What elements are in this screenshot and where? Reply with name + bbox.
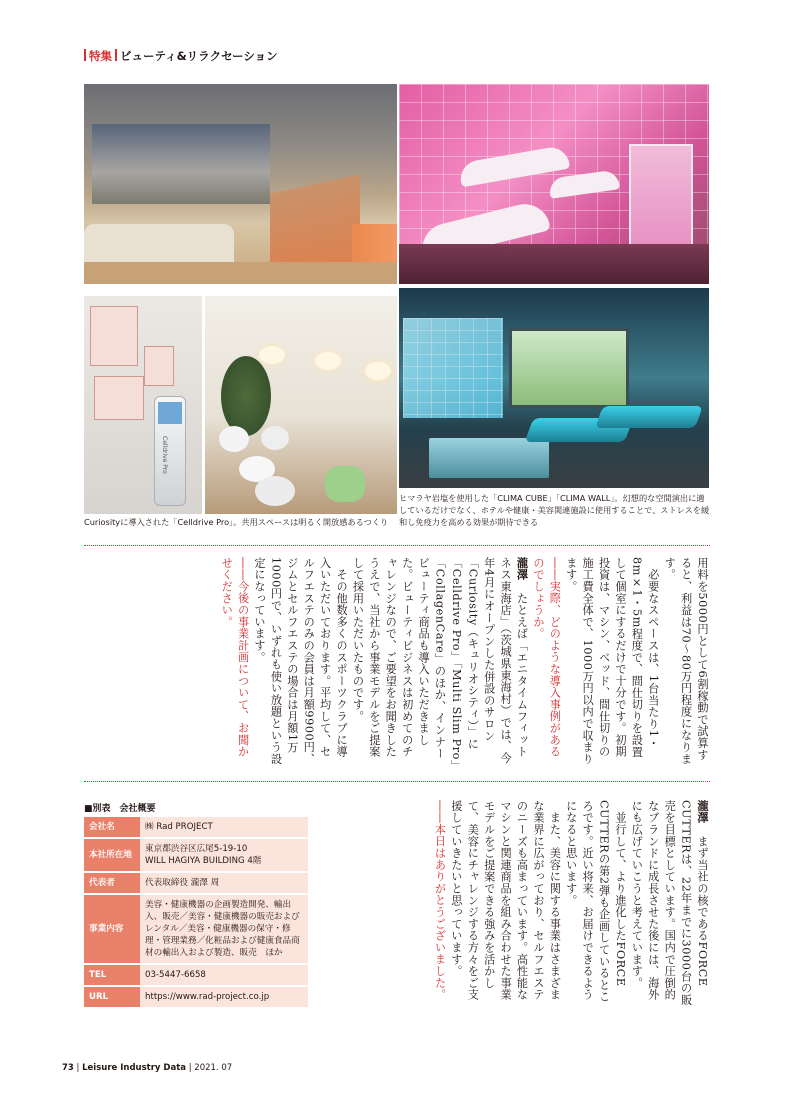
row-label: TEL [84,965,140,985]
section-header [84,48,278,66]
header-bar [84,49,86,61]
speaker-name: 瀧澤 [515,557,529,581]
caption-right: ヒマラヤ岩塩を使用した「CLIMA CUBE」「CLIMA WALL」。幻想的な空間演出に適しているだけでなく、ホテルや健康・美容関連施設に使用することで、ストレスを緩和し免疫力を高める効果が期待できる [399,493,710,527]
row-label: 本社所在地 [84,839,140,871]
table-row [84,817,308,837]
paragraph-text: 必要なスペースは、1台当たり1・8m×1・5m程度で、間仕切りを設置して個室にするだけで十分です。初期投資は、マシン、ベッド、間仕切りの施工費全体で、1000万円以内で収まります。 [564,557,660,765]
row-label: 代表者 [84,873,140,893]
photo-curiosity-common-space [205,296,397,514]
article-paragraph [562,557,660,767]
question-text: ――今後の事業計画について、お聞かせください。 [220,557,250,758]
paragraph-text: 並行して、より進化したFORCE CUTTERの第2弾も企画しているところです。近い将来、お届けできるようになると思います。 [564,800,627,1003]
answer-text: たとえば「エニタイムフィットネス東海店」（茨城県東海村）では、今年4月にオープンした併設のサロン「Curiosity（キュリオシティ）」に「Celldrive Pro」「Multi Slim Pro」「CollagenCare」のほか、インナービューティ商品も導入いただきました。ビューティビジネスは初めてのチャレンジなので、ご要望をお聞きしたうえで、当社から事業モデルをご提案して採用いただいたものです。 [351,557,529,767]
section-title: ビューティ&リラクセーション [120,49,278,63]
article-paragraph [251,557,349,767]
caption-left: Curiosityに導入された「Celldrive Pro」。共用スペースは明るく開放感あるつくり [84,517,389,527]
paragraph-text: また、美容に関する事業はさまざまな業界に広がっており、セルフエステのニーズも高まっています。高性能なマシンと関連商品を組み合わせた事業モデルをご提案できる強みを活かして、美容にチャレンジする方々をご支援していきたいと思っています。 [449,800,562,1001]
divider-top [84,545,710,546]
article-paragraph [661,557,710,767]
photo-clima-wall-spa [399,288,709,488]
article-column-top [220,557,710,767]
row-value[interactable]: https://www.rad-project.co.jp [140,987,308,1007]
header-divider [115,49,117,61]
company-profile-table [84,815,308,1009]
photo-clima-cube-wall [399,84,709,284]
page-number: 73 [62,1063,74,1073]
answer-text: まず当社の核であるFORCE CUTTERは、22年までに3000台の販売を目標としています。国内で圧倒的なブランドに成長させた後には、海外にも広げていこうと考えています。 [630,800,709,1006]
row-label: URL [84,987,140,1007]
paragraph-text: 用料を5000円として6割稼動で試算すると、利益は70〜80万円程度になります。 [663,557,709,765]
article-paragraph [562,800,628,1010]
table-row [84,965,308,985]
table-row [84,873,308,893]
row-value: 東京都渋谷区広尾5-19-10 WILL HAGIYA BUILDING 4階 [140,839,308,871]
photo-celldrive-device [84,296,202,514]
row-value: 美容・健康機器の企画製造開発、輸出入、販売／美容・健康機器の販売およびレンタル／美容・健康機器の保守・修理・管理業務／化粧品および健康食品商材の輸出入および製造、販売 ほか [140,895,308,963]
table-row [84,839,308,871]
section-tag: 特集 [89,49,112,63]
issue-date: 2021. 07 [194,1063,233,1073]
interview-question [431,800,447,1010]
paragraph-text: その他数多くのスポーツクラブに導入いただいております。平均して、セルフエステのみの会員は月額9900円、ジムとセルフエステの場合は月額1万1000円で、いずれも使い放題という設定になっています。 [253,557,349,765]
interview-question [218,557,251,767]
row-label: 事業内容 [84,895,140,963]
row-value: 代表取締役 瀧澤 周 [140,873,308,893]
divider-middle [84,781,710,782]
row-value: ㈱ Rad PROJECT [140,817,308,837]
question-text: ――実際、どのような導入事例があるのでしょうか。 [531,557,562,758]
speaker-name: 瀧澤 [696,800,709,824]
article-paragraph [448,800,563,1010]
photo-salt-wall-lounge [84,84,397,284]
interview-question [530,557,563,767]
article-column-bottom [362,800,710,1010]
question-text: ――本日はありがとうございました。 [433,800,447,1001]
table-row [84,987,308,1007]
magazine-name: Leisure Industry Data [82,1063,187,1073]
row-value: 03-5447-6658 [140,965,308,985]
article-paragraph [628,800,710,1010]
table-row [84,895,308,963]
page-footer: 73 | Leisure Industry Data | 2021. 07 [62,1063,233,1073]
device-label: Celldrive Pro [161,436,168,474]
company-table-title: ■別表 会社概要 [84,804,156,814]
article-paragraph [349,557,529,767]
row-label: 会社名 [84,817,140,837]
